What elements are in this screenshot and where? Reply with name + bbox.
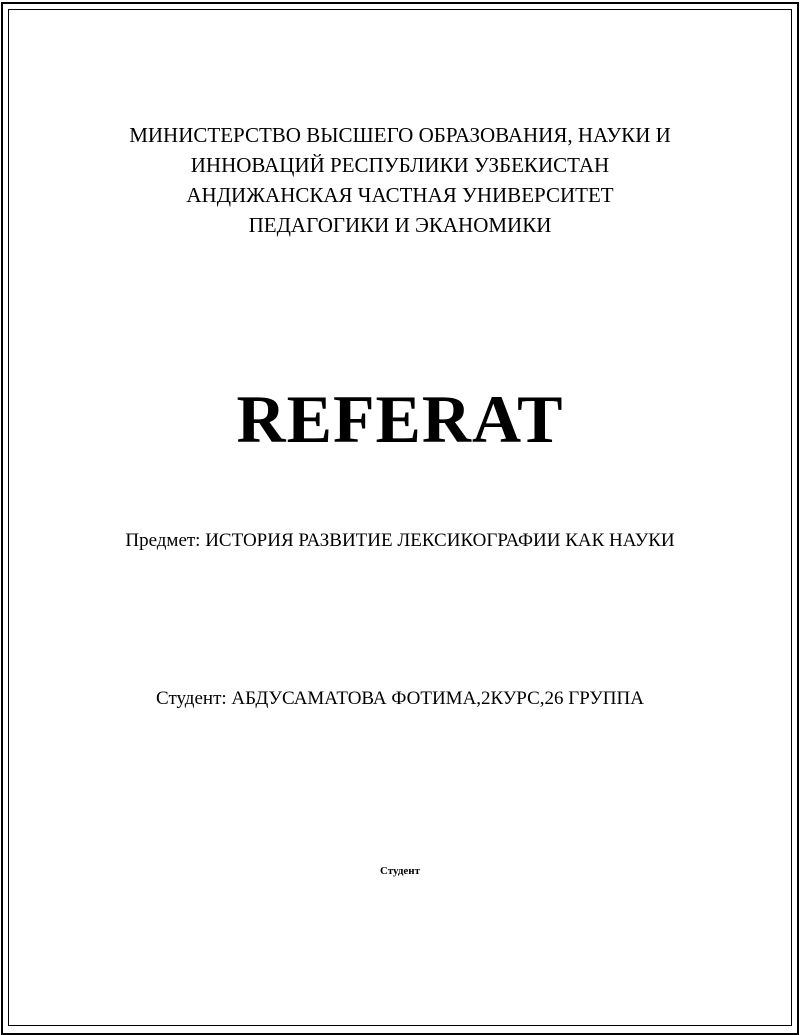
university-line-1: АНДИЖАНСКАЯ ЧАСТНАЯ УНИВЕРСИТЕТ	[186, 183, 614, 207]
ministry-header	[0, 120, 800, 240]
university-line-2: ПЕДАГОГИКИ И ЭКАНОМИКИ	[248, 213, 552, 237]
ministry-line-1: МИНИСТЕРСТВО ВЫСШЕГО ОБРАЗОВАНИЯ, НАУКИ И	[129, 123, 671, 147]
student-footer-label: Студент	[379, 865, 421, 877]
student-line: Студент: АБДУСАМАТОВА ФОТИМА,2КУРС,26 ГРУППА	[156, 688, 644, 709]
document-title: REFERAT	[236, 381, 564, 457]
subject-line: Предмет: ИСТОРИЯ РАЗВИТИЕ ЛЕКСИКОГРАФИИ КАК НАУКИ	[125, 530, 675, 551]
ministry-line-2: ИННОВАЦИЙ РЕСПУБЛИКИ УЗБЕКИСТАН	[190, 153, 610, 177]
